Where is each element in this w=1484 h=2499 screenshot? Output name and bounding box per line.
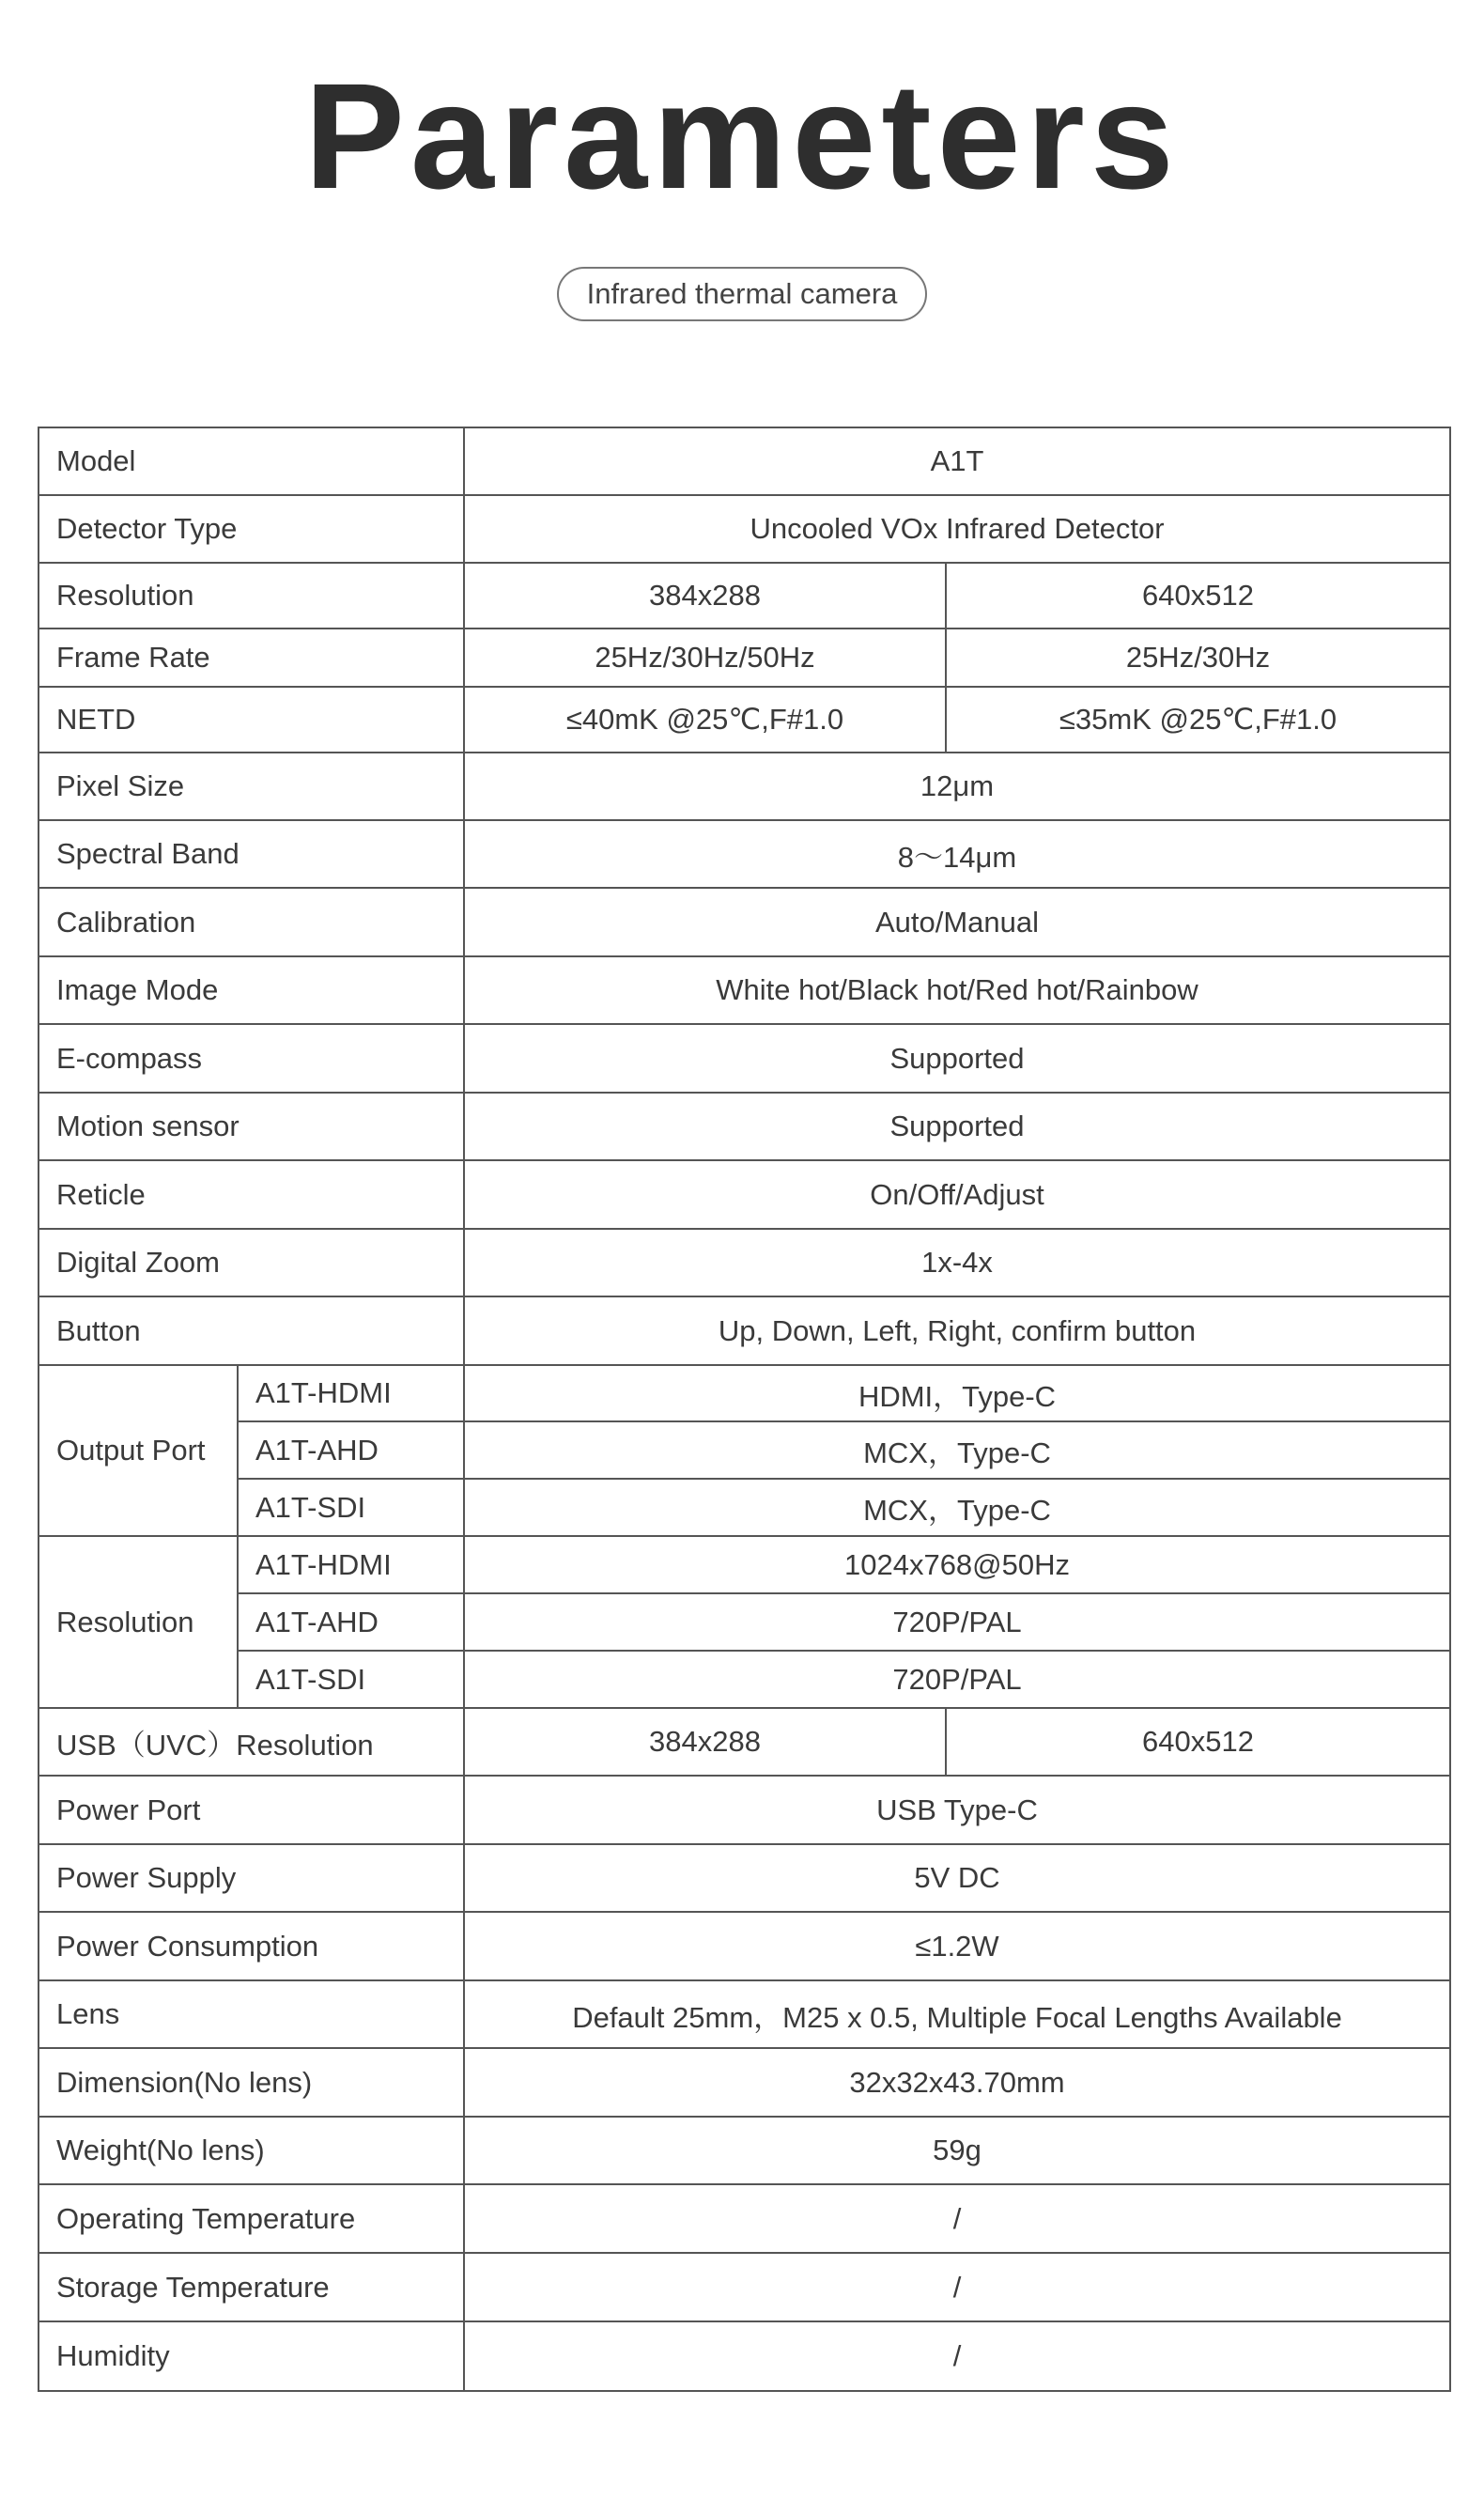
row-dimension	[39, 2048, 1450, 2117]
row-value-1: 25Hz/30Hz/50Hz	[464, 629, 946, 687]
row-label: Power Port	[39, 1776, 464, 1844]
group-label: Resolution	[39, 1536, 238, 1708]
row-value: Uncooled VOx Infrared Detector	[464, 495, 1450, 563]
row-value: 59g	[464, 2117, 1450, 2184]
row-pixel-size	[39, 753, 1450, 820]
row-calibration	[39, 888, 1450, 956]
group-label: Output Port	[39, 1365, 238, 1536]
row-label: Dimension(No lens)	[39, 2048, 464, 2117]
row-value: Auto/Manual	[464, 888, 1450, 956]
row-label: Lens	[39, 1980, 464, 2048]
row-label: Power Consumption	[39, 1912, 464, 1980]
row-output-resolution-hdmi	[39, 1536, 1450, 1593]
row-value-1: 384x288	[464, 1708, 946, 1776]
row-label: Weight(No lens)	[39, 2117, 464, 2184]
row-value: MCX，Type-C	[464, 1421, 1450, 1479]
row-detector-type	[39, 495, 1450, 563]
row-value: 5V DC	[464, 1844, 1450, 1912]
row-label: Model	[39, 427, 464, 495]
row-label: Motion sensor	[39, 1093, 464, 1160]
row-label: Image Mode	[39, 956, 464, 1024]
row-value-2: 25Hz/30Hz	[946, 629, 1450, 687]
row-output-port-hdmi	[39, 1365, 1450, 1421]
row-value-2: 640x512	[946, 563, 1450, 629]
row-spectral-band	[39, 820, 1450, 888]
row-value: /	[464, 2321, 1450, 2391]
row-label: NETD	[39, 687, 464, 753]
row-digital-zoom	[39, 1229, 1450, 1296]
row-label: Frame Rate	[39, 629, 464, 687]
row-button	[39, 1296, 1450, 1365]
sub-model: A1T-SDI	[238, 1651, 464, 1708]
row-value: A1T	[464, 427, 1450, 495]
row-value: 32x32x43.70mm	[464, 2048, 1450, 2117]
row-humidity	[39, 2321, 1450, 2391]
row-value: Default 25mm，M25 x 0.5, Multiple Focal Lengths Available	[464, 1980, 1450, 2048]
row-weight	[39, 2117, 1450, 2184]
row-value-1: 384x288	[464, 563, 946, 629]
subtitle-wrap	[0, 267, 1484, 321]
row-reticle	[39, 1160, 1450, 1229]
sub-model: A1T-HDMI	[238, 1365, 464, 1421]
row-label: Detector Type	[39, 495, 464, 563]
row-label: Button	[39, 1296, 464, 1365]
row-storage-temperature	[39, 2253, 1450, 2321]
row-value: Up, Down, Left, Right, confirm button	[464, 1296, 1450, 1365]
row-model	[39, 427, 1450, 495]
row-value: Supported	[464, 1093, 1450, 1160]
row-value: /	[464, 2253, 1450, 2321]
row-value-2: 640x512	[946, 1708, 1450, 1776]
row-image-mode	[39, 956, 1450, 1024]
row-value: 720P/PAL	[464, 1593, 1450, 1651]
row-value: 12μm	[464, 753, 1450, 820]
sub-model: A1T-AHD	[238, 1421, 464, 1479]
row-value: 1x-4x	[464, 1229, 1450, 1296]
row-label: Resolution	[39, 563, 464, 629]
page-title: Parameters	[304, 52, 1180, 220]
row-label: Storage Temperature	[39, 2253, 464, 2321]
row-label: Pixel Size	[39, 753, 464, 820]
sub-model: A1T-SDI	[238, 1479, 464, 1536]
row-label: E-compass	[39, 1024, 464, 1093]
row-value: 1024x768@50Hz	[464, 1536, 1450, 1593]
subtitle-badge: Infrared thermal camera	[557, 267, 928, 321]
row-e-compass	[39, 1024, 1450, 1093]
row-frame-rate	[39, 629, 1450, 687]
spec-table	[38, 427, 1451, 2392]
row-value-2: ≤35mK @25℃,F#1.0	[946, 687, 1450, 753]
row-power-port	[39, 1776, 1450, 1844]
row-label: Power Supply	[39, 1844, 464, 1912]
row-netd	[39, 687, 1450, 753]
row-output-port-sdi	[39, 1479, 1450, 1536]
row-value: ≤1.2W	[464, 1912, 1450, 1980]
row-value: USB Type-C	[464, 1776, 1450, 1844]
row-value: MCX，Type-C	[464, 1479, 1450, 1536]
sub-model: A1T-HDMI	[238, 1536, 464, 1593]
row-operating-temperature	[39, 2184, 1450, 2253]
row-label: Reticle	[39, 1160, 464, 1229]
row-power-consumption	[39, 1912, 1450, 1980]
row-label: Spectral Band	[39, 820, 464, 888]
row-value: 720P/PAL	[464, 1651, 1450, 1708]
row-value: /	[464, 2184, 1450, 2253]
row-value: HDMI，Type-C	[464, 1365, 1450, 1421]
row-value: White hot/Black hot/Red hot/Rainbow	[464, 956, 1450, 1024]
row-lens	[39, 1980, 1450, 2048]
row-value: 8～14μm	[464, 820, 1450, 888]
row-label: USB（UVC）Resolution	[39, 1708, 464, 1776]
row-usb-resolution	[39, 1708, 1450, 1776]
row-label: Calibration	[39, 888, 464, 956]
row-value: On/Off/Adjust	[464, 1160, 1450, 1229]
row-label: Digital Zoom	[39, 1229, 464, 1296]
row-resolution	[39, 563, 1450, 629]
row-output-resolution-ahd	[39, 1593, 1450, 1651]
row-output-resolution-sdi	[39, 1651, 1450, 1708]
row-value-1: ≤40mK @25℃,F#1.0	[464, 687, 946, 753]
row-value: Supported	[464, 1024, 1450, 1093]
row-label: Operating Temperature	[39, 2184, 464, 2253]
row-output-port-ahd	[39, 1421, 1450, 1479]
row-label: Humidity	[39, 2321, 464, 2391]
sub-model: A1T-AHD	[238, 1593, 464, 1651]
row-power-supply	[39, 1844, 1450, 1912]
row-motion-sensor	[39, 1093, 1450, 1160]
